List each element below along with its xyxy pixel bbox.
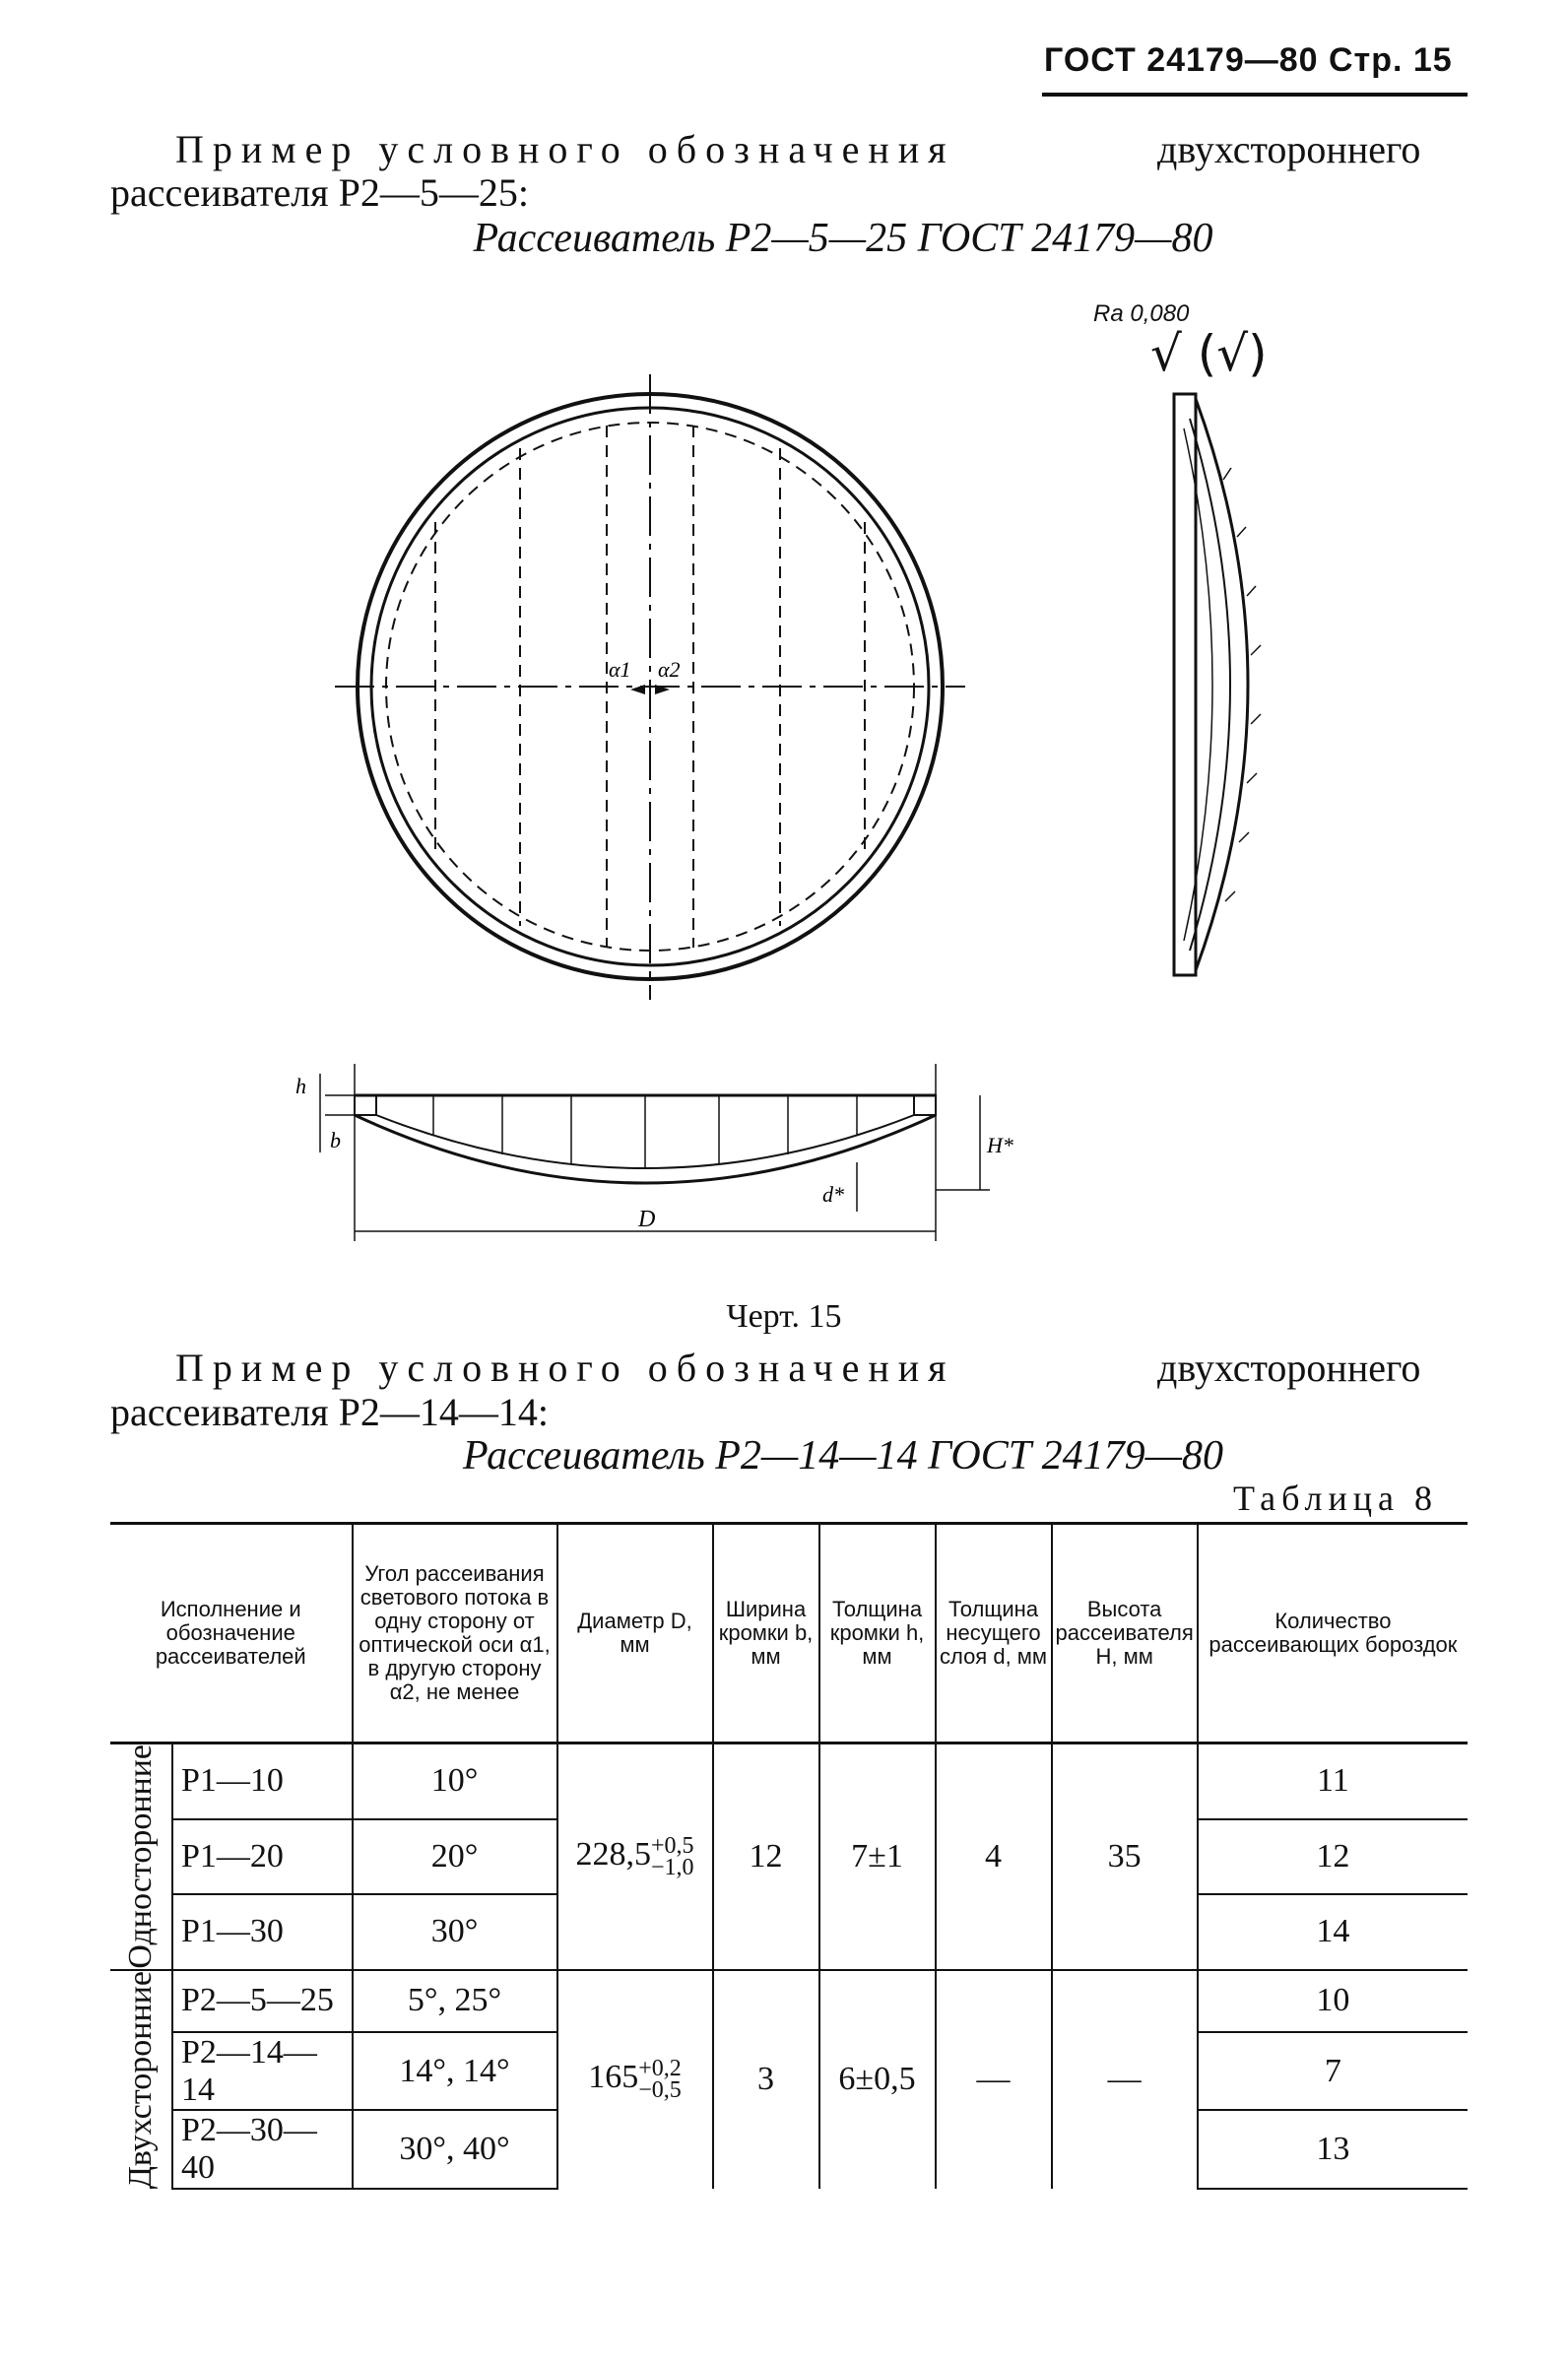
height-cell: — [1052,1970,1198,2189]
tol-plus: +0,5 [650,1832,694,1859]
grooves-cell: 14 [1198,1894,1468,1970]
layer-thickness-cell: — [936,1970,1052,2189]
designation-cell: Р1—30 [172,1894,353,1970]
group-cell [110,1970,172,2189]
angle-cell: 30°, 40° [353,2110,557,2189]
header-rule [1042,93,1468,97]
diameter-tolerance [650,1832,694,1880]
col-header-height: Высота рассеивателя H, мм [1052,1524,1198,1743]
paragraph-2-line2: рассеивателя Р2—14—14: [110,1390,549,1434]
roughness-label: Ra 0,080 [1093,300,1190,327]
dim-h-label: h [295,1074,306,1098]
lens-front-view [325,374,975,1005]
table-row [110,1743,1468,1819]
paragraph-1-line2: рассеивателя Р2—5—25: [110,170,529,215]
group-cell [110,1743,172,1970]
diameter-cell [557,1743,713,1970]
table-title: Таблица 8 [1233,1479,1438,1518]
paragraph-2-word: двухстороннего [1157,1346,1421,1390]
width-cell: 3 [713,1970,819,2189]
alpha2-label: α2 [658,657,681,682]
dim-b-label: b [330,1128,341,1152]
tol-minus: −1,0 [650,1854,694,1880]
paragraph-1-lead: Пример условного обозначения [175,127,955,171]
designation-cell: Р2—14—14 [172,2032,353,2111]
paragraph-2-lead: Пример условного обозначения [175,1346,955,1390]
tol-minus: −0,5 [638,2077,682,2104]
angle-cell: 30° [353,1894,557,1970]
edge-thickness-cell: 7±1 [819,1743,936,1970]
grooves-cell: 12 [1198,1819,1468,1895]
grooves-cell: 7 [1198,2032,1468,2111]
example-designation-1: Рассеиватель Р2—5—25 ГОСТ 24179—80 [473,216,1213,261]
col-header-grooves: Количество рассеивающих бороздок [1198,1524,1468,1743]
edge-thickness-cell: 6±0,5 [819,1970,936,2189]
dim-D-label: D [638,1207,656,1232]
example-designation-2: Рассеиватель Р2—14—14 ГОСТ 24179—80 [463,1433,1223,1479]
layer-thickness-cell: 4 [936,1743,1052,1970]
group-label: Односторонние [122,1744,159,1969]
diameter-value: 165 [588,2059,639,2096]
tol-plus: +0,2 [638,2056,682,2082]
dim-H-label: H* [987,1133,1013,1157]
diameter-cell [557,1970,713,2189]
dim-d-label: d* [822,1182,844,1207]
col-header-layer-thickness: Толщина несущего слоя d, мм [936,1524,1052,1743]
table-8 [110,1522,1468,2190]
designation-cell: Р2—30—40 [172,2110,353,2189]
col-header-edge-thickness: Толщина кромки h, мм [819,1524,936,1743]
angle-cell: 10° [353,1743,557,1819]
grooves-cell: 11 [1198,1743,1468,1819]
angle-cell: 5°, 25° [353,1970,557,2032]
roughness-check-icon: √ (√) [1150,325,1268,382]
figure-caption: Черт. 15 [726,1298,842,1335]
grooves-cell: 10 [1198,1970,1468,2032]
height-cell: 35 [1052,1743,1198,1970]
lens-side-view [1162,389,1310,985]
col-header-width: Ширина кромки b, мм [713,1524,819,1743]
designation-cell: Р1—20 [172,1819,353,1895]
lens-section-view [286,1044,1034,1261]
group-label: Двухсторонние [122,1970,159,2189]
angle-cell: 14°, 14° [353,2032,557,2111]
diameter-value: 228,5 [575,1835,651,1873]
paragraph-1-word: двухстороннего [1157,127,1421,171]
designation-cell: Р1—10 [172,1743,353,1819]
col-header-diameter: Диаметр D, мм [557,1524,713,1743]
page-header: ГОСТ 24179—80 Стр. 15 [1044,41,1453,79]
grooves-cell: 13 [1198,2110,1468,2189]
alpha1-label: α1 [609,657,631,682]
table-row [110,1970,1468,2032]
angle-cell: 20° [353,1819,557,1895]
diameter-tolerance [638,2056,682,2104]
designation-cell: Р2—5—25 [172,1970,353,2032]
width-cell: 12 [713,1743,819,1970]
col-header-angle: Угол рассеивания светового потока в одну сторону от оптической оси α1, в другую сторону α2, не менее [353,1524,557,1743]
col-header-designation: Исполнение и обозначение рассеивателей [110,1524,353,1743]
